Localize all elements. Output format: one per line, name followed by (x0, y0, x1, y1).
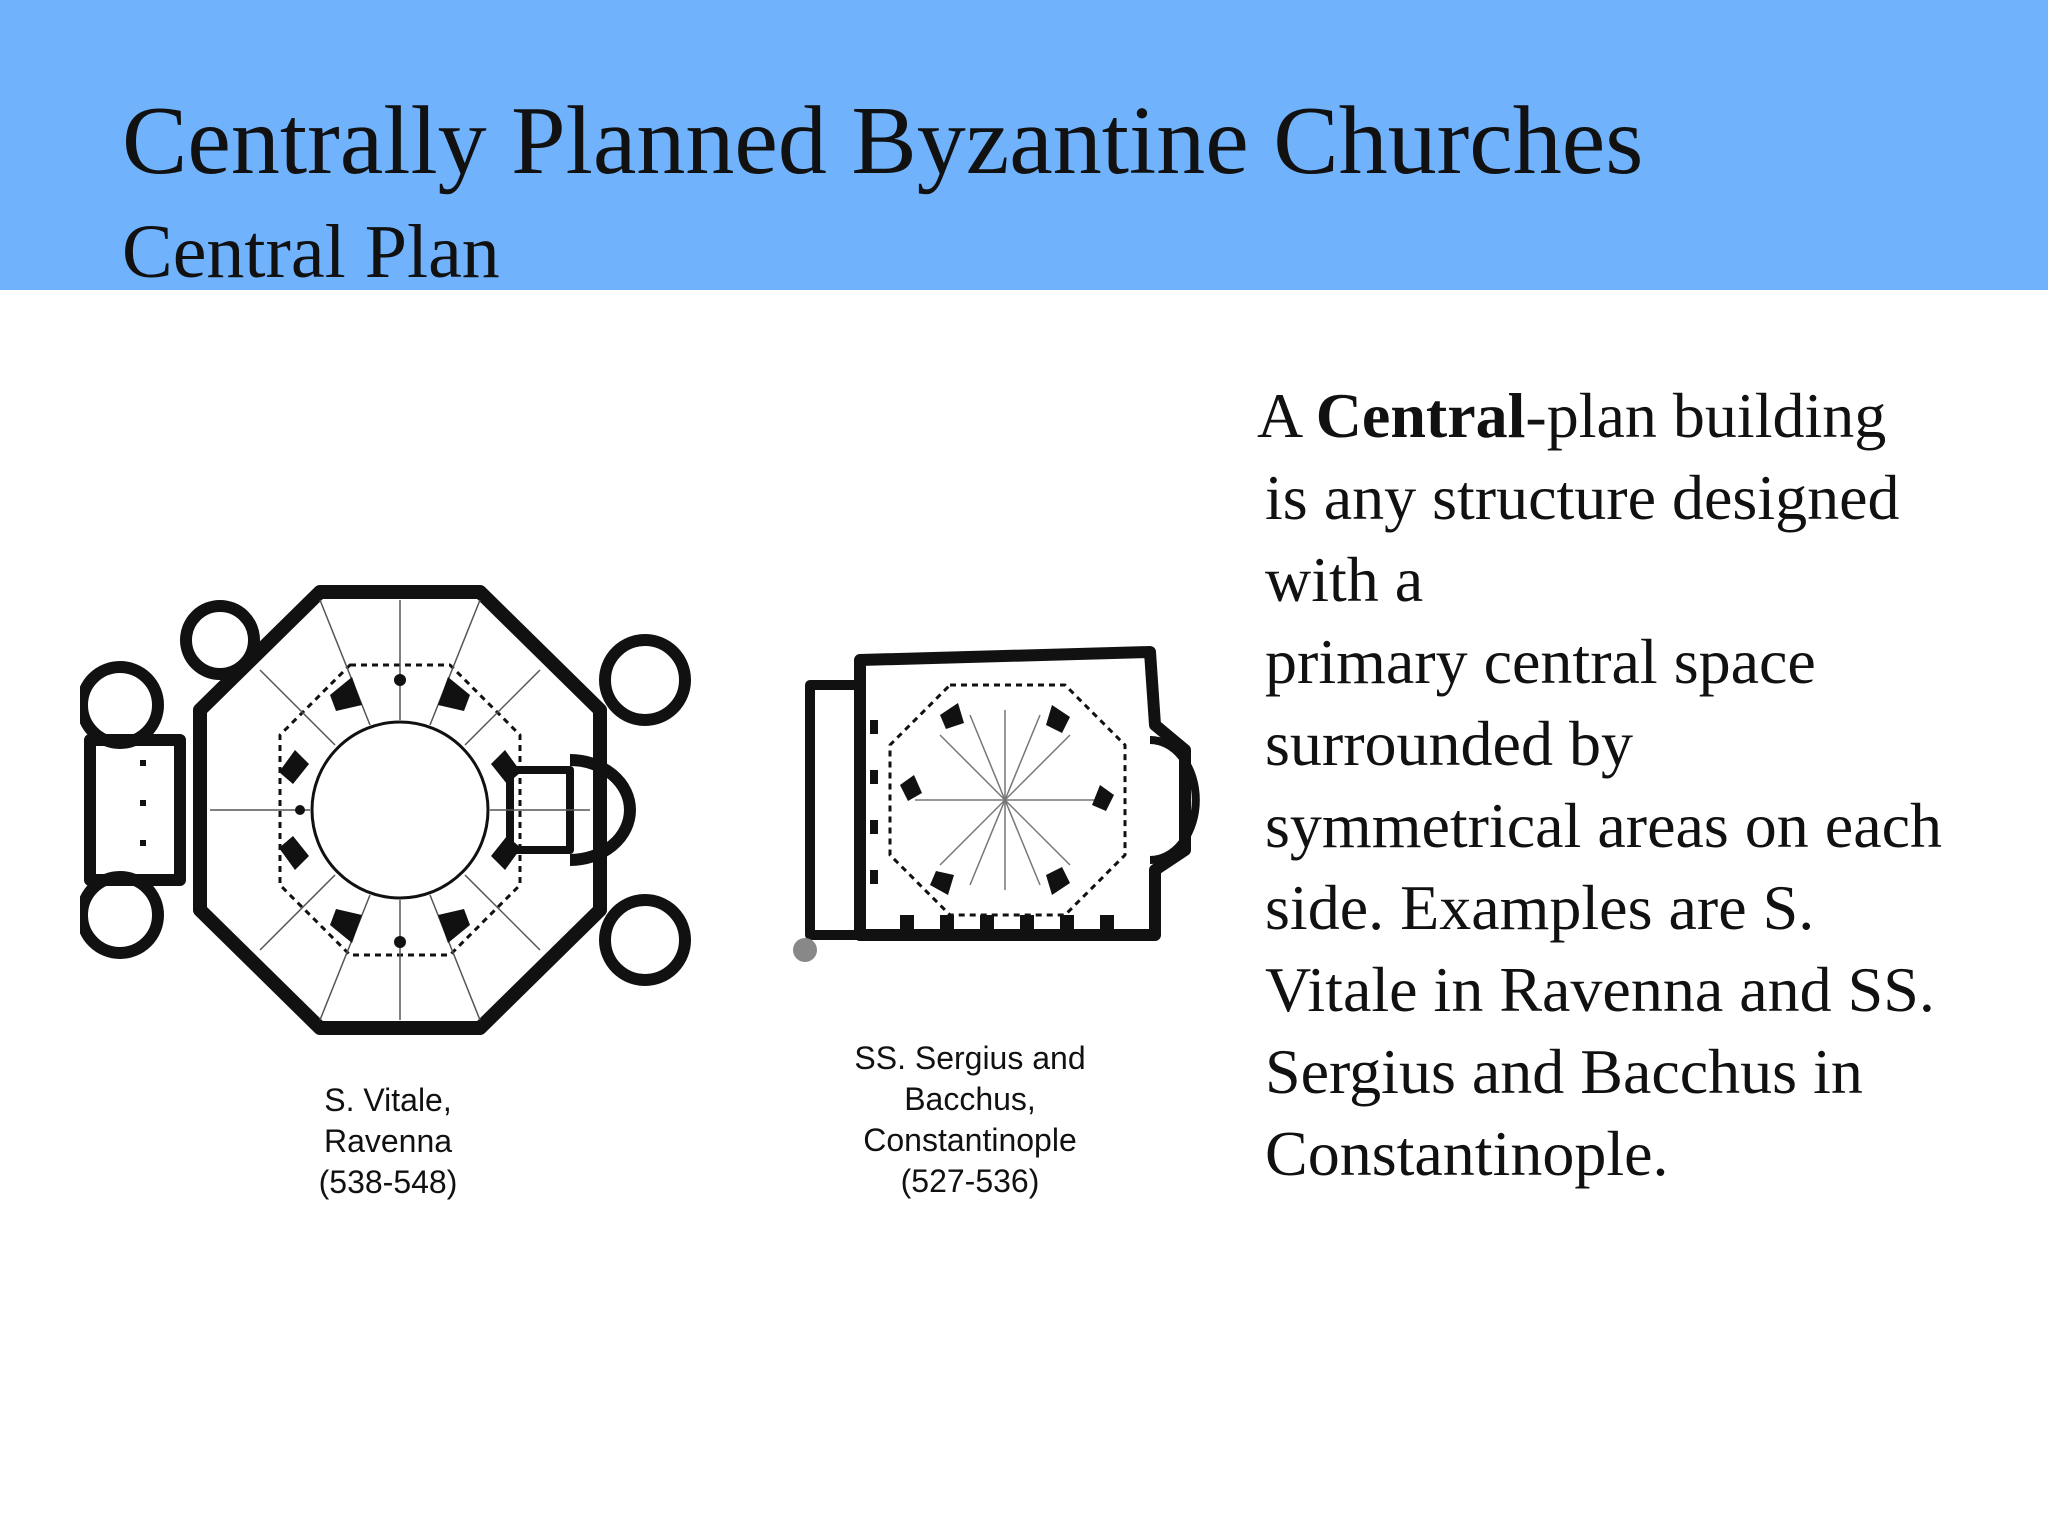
definition-line: is any structure designed (1265, 462, 1900, 533)
s-vitale-floor-plan (80, 570, 730, 1050)
ss-sergius-bacchus-caption (820, 1038, 1120, 1202)
slide-title: Centrally Planned Byzantine Churches (122, 87, 1644, 195)
caption-line: SS. Sergius and (854, 1040, 1086, 1076)
definition-line: Sergius and Bacchus in (1265, 1036, 1863, 1107)
caption-line: (538-548) (318, 1164, 458, 1200)
slide-subtitle: Central Plan (122, 210, 500, 294)
central-plan-definition (1257, 375, 2035, 1195)
ss-sergius-bacchus-floor-plan (790, 630, 1210, 970)
caption-line: Constantinople (863, 1122, 1077, 1158)
bold-term: Central (1315, 380, 1526, 451)
definition-line: primary central space (1265, 626, 1816, 697)
caption-line: (527-536) (900, 1163, 1040, 1199)
ss-sergius-bacchus-plan-drawing (790, 630, 1210, 970)
definition-line: side. Examples are S. (1265, 872, 1815, 943)
caption-line: Ravenna (323, 1123, 453, 1159)
s-vitale-plan-drawing (80, 570, 730, 1050)
s-vitale-caption (238, 1080, 538, 1203)
caption-line: Bacchus, (904, 1081, 1036, 1117)
definition-line: Constantinople. (1265, 1118, 1669, 1189)
definition-line: Vitale in Ravenna and SS. (1265, 954, 1935, 1025)
definition-line: surrounded by (1265, 708, 1633, 779)
definition-line: symmetrical areas on each (1265, 790, 1942, 861)
definition-line: A Central-plan building (1257, 380, 1887, 451)
caption-line: S. Vitale, (324, 1082, 452, 1118)
definition-line: with a (1265, 544, 1424, 615)
